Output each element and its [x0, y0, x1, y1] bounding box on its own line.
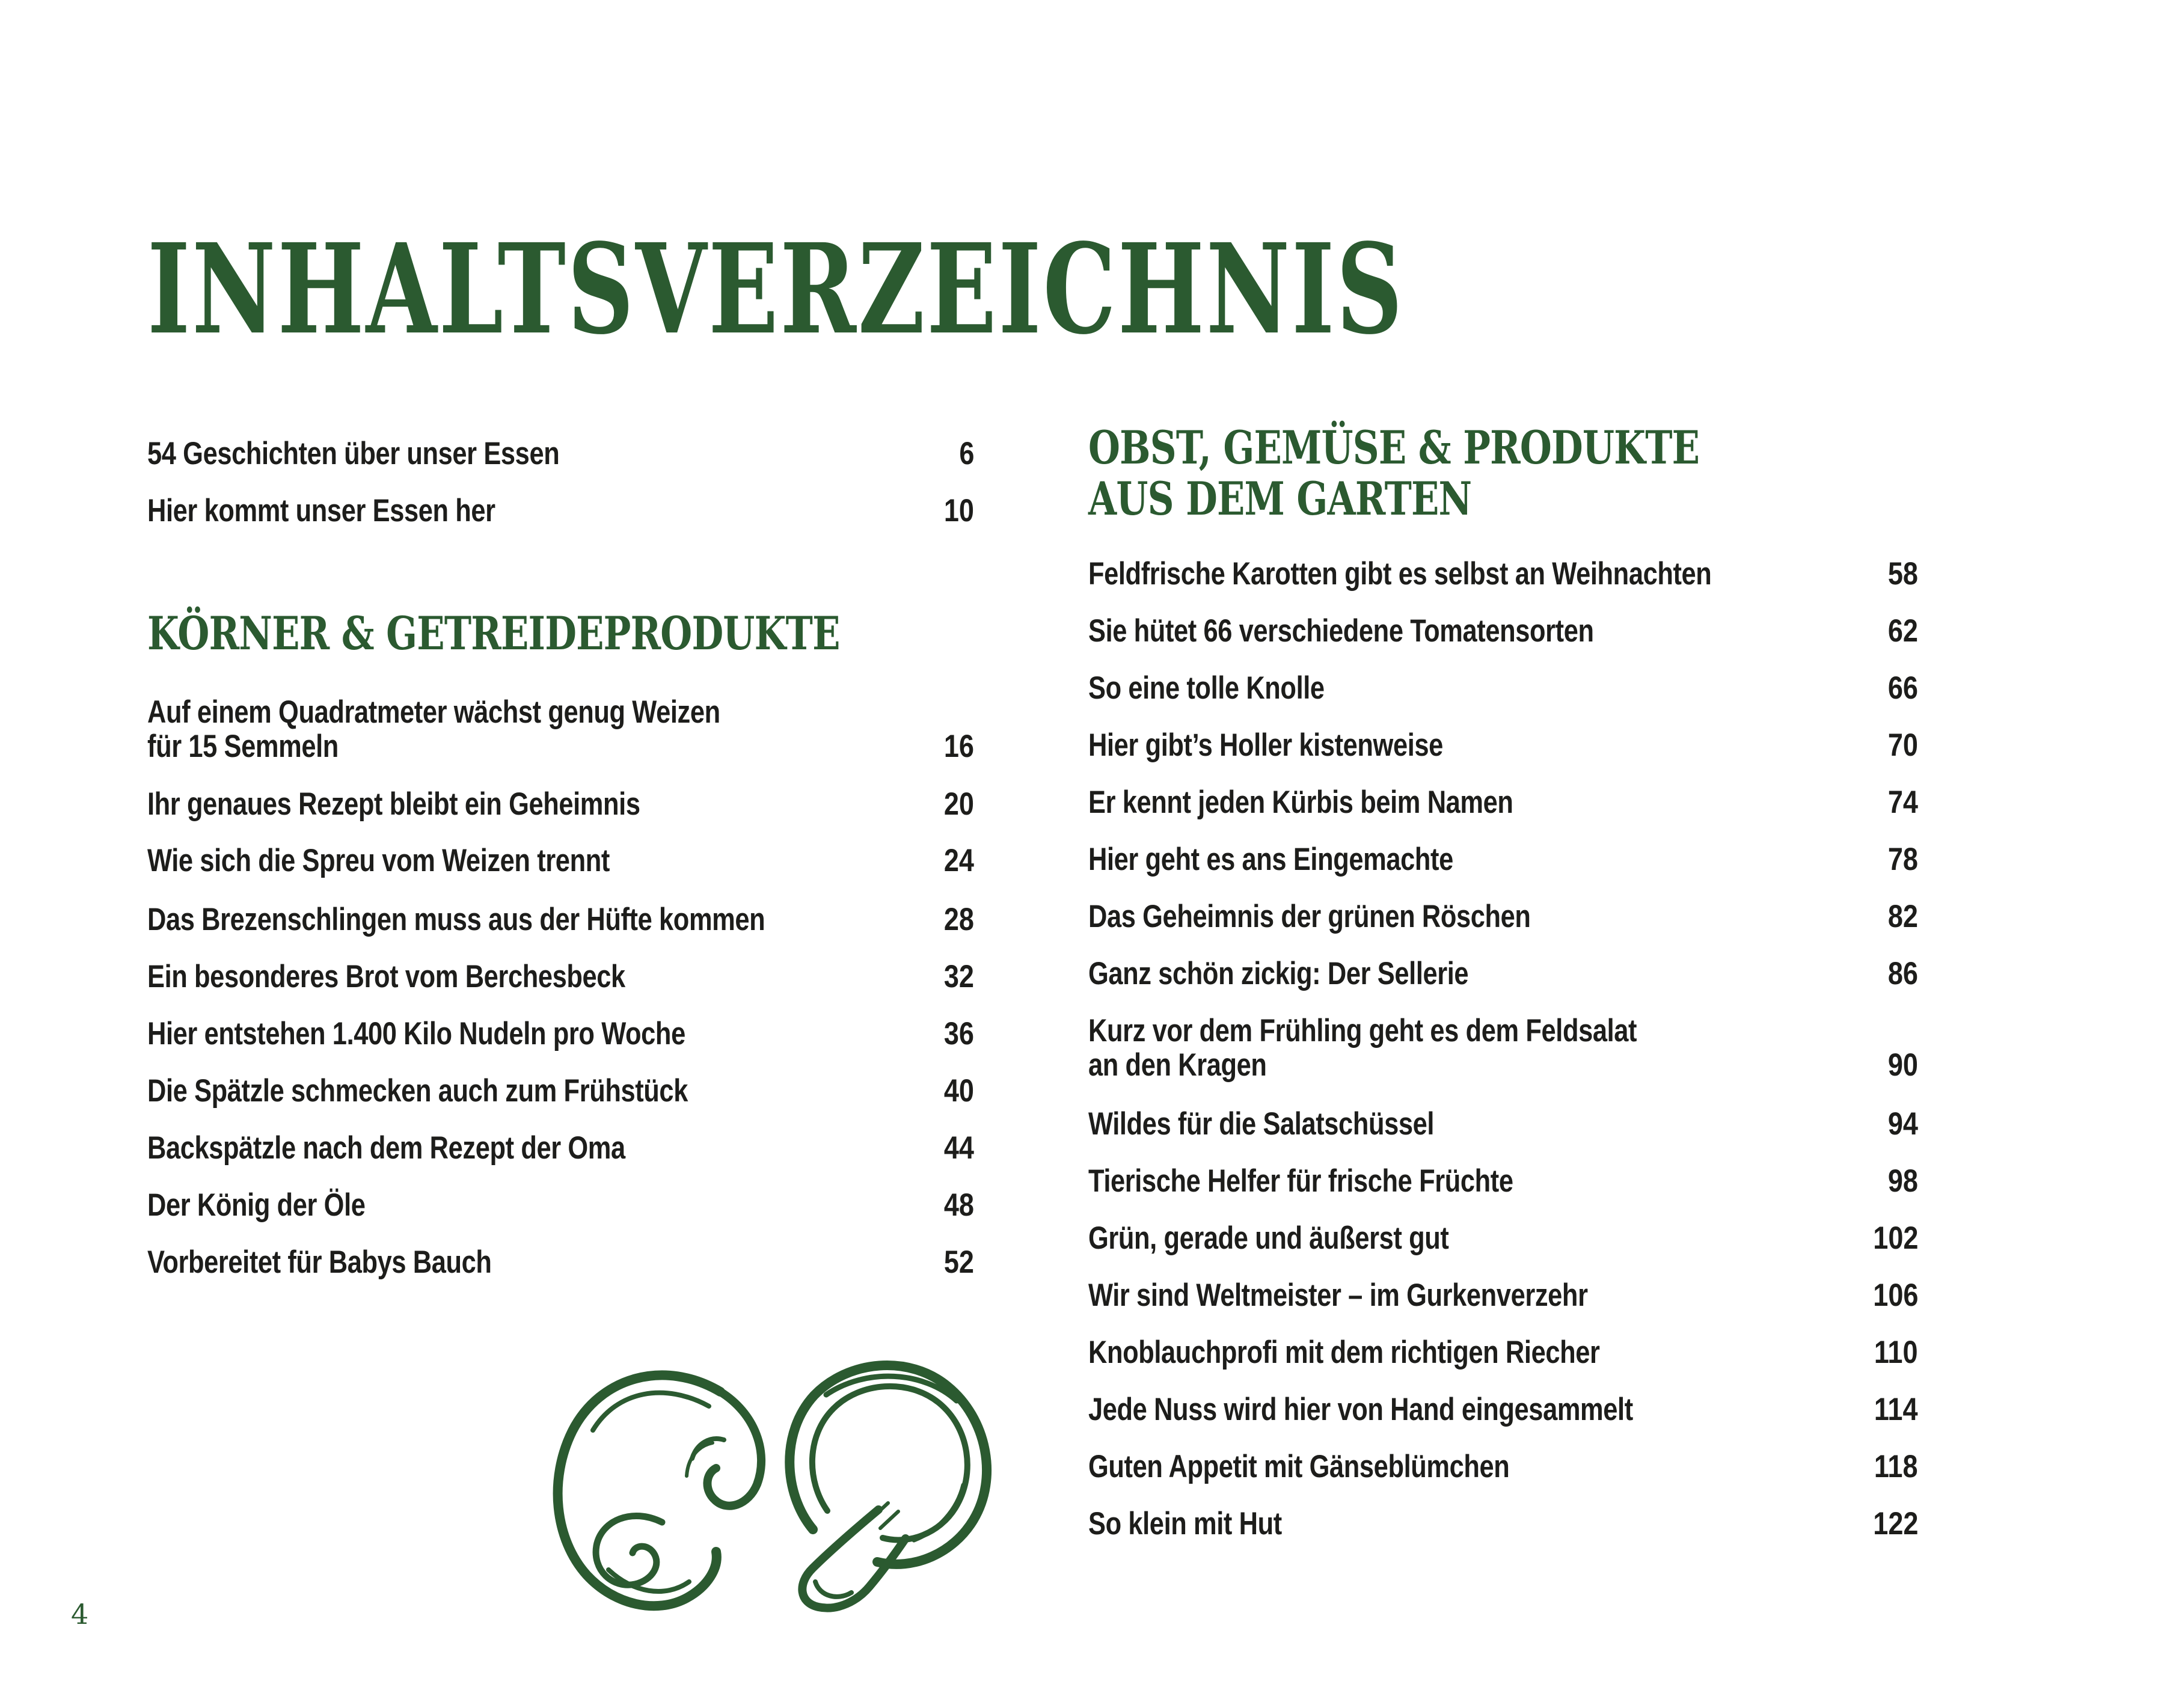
toc-entry [147, 958, 974, 996]
section-heading-obst-gemuese: OBST, GEMÜSE & PRODUKTE AUS DEM GARTEN [1088, 421, 1700, 525]
toc-entry-page: 62 [1887, 613, 1918, 649]
toc-entry-title: Wildes für die Salatschüssel [1088, 1106, 1435, 1142]
toc-entry-title: Hier entstehen 1.400 Kilo Nudeln pro Woche [147, 1016, 685, 1051]
toc-entry [147, 492, 974, 530]
toc-entry [1088, 898, 1918, 936]
toc-entry-page: 82 [1887, 899, 1918, 934]
toc-entry-page: 98 [1887, 1163, 1918, 1199]
toc-entry-title: Jede Nuss wird hier von Hand eingesammelt [1088, 1392, 1633, 1427]
toc-entry-page: 94 [1887, 1106, 1918, 1142]
page-title-text: INHALTSVERZEICHNIS [147, 216, 1405, 363]
toc-entry-title: Das Geheimnis der grünen Röschen [1088, 899, 1531, 934]
toc-entry-title: Feldfrische Karotten gibt es selbst an Weihnachten [1088, 556, 1712, 592]
toc-entry [1088, 783, 1918, 822]
toc-entry-title: Grün, gerade und äußerst gut [1088, 1220, 1449, 1256]
toc-entry-title: So klein mit Hut [1088, 1506, 1282, 1541]
toc-entry [1088, 955, 1918, 993]
toc-entry-page: 86 [1887, 956, 1918, 991]
toc-entry-title: Hier geht es ans Eingemachte [1088, 842, 1453, 877]
toc-entry-page: 44 [943, 1130, 974, 1166]
toc-entry-title: Backspätzle nach dem Rezept der Oma [147, 1130, 625, 1166]
toc-entry-title: Ihr genaues Rezept bleibt ein Geheimnis [147, 786, 640, 822]
toc-entry [147, 1015, 974, 1053]
mushrooms-icon [541, 1330, 1010, 1630]
toc-entry [1088, 1162, 1918, 1201]
toc-entry [147, 695, 974, 764]
section-heading-koerner: KÖRNER & GETREIDEPRODUKTE [147, 607, 840, 660]
toc-entry-page: 52 [943, 1244, 974, 1280]
toc-entry-title: Ein besonderes Brot vom Berchesbeck [147, 959, 625, 994]
toc-right-column [1088, 0, 1918, 1708]
toc-entry-page: 114 [1874, 1392, 1918, 1427]
toc-entry-page: 90 [1887, 1047, 1918, 1083]
toc-entry-page: 6 [958, 436, 974, 471]
toc-entry-page: 48 [943, 1187, 974, 1223]
toc-entry-page: 10 [943, 493, 974, 528]
toc-entry [1088, 1333, 1918, 1372]
toc-entry [1088, 1014, 1918, 1082]
toc-entry-title: Er kennt jeden Kürbis beim Namen [1088, 785, 1513, 820]
toc-entry [1088, 555, 1918, 593]
toc-entry-page: 70 [1887, 727, 1918, 763]
toc-entry-page: 74 [1887, 785, 1918, 820]
toc-entry-title: Wir sind Weltmeister – im Gurkenverzehr [1088, 1278, 1588, 1313]
toc-entry-title: So eine tolle Knolle [1088, 670, 1325, 706]
toc-entry-title: 54 Geschichten über unser Essen [147, 436, 560, 471]
toc-entry-page: 122 [1872, 1506, 1918, 1541]
toc-entry-page: 106 [1872, 1278, 1918, 1313]
toc-entry-page: 118 [1874, 1449, 1918, 1484]
toc-entry [147, 435, 974, 473]
toc-entry [1088, 840, 1918, 879]
toc-entry [1088, 612, 1918, 650]
toc-entry-title: Kurz vor dem Frühling geht es dem Feldsalat an den Kragen [1088, 1013, 1637, 1083]
toc-entry-title: Tierische Helfer für frische Früchte [1088, 1163, 1513, 1199]
toc-entry [147, 785, 974, 824]
toc-entry [147, 1072, 974, 1110]
toc-entry-title: Hier kommt unser Essen her [147, 493, 495, 528]
toc-entry-title: Auf einem Quadratmeter wächst genug Weizen für 15 Semmeln [147, 694, 720, 764]
toc-entry-page: 32 [943, 959, 974, 994]
toc-entry-page: 20 [943, 786, 974, 822]
toc-entry [1088, 1276, 1918, 1315]
toc-entry-page: 102 [1872, 1220, 1918, 1256]
toc-entry-title: Knoblauchprofi mit dem richtigen Riecher [1088, 1335, 1600, 1370]
toc-entry [1088, 1505, 1918, 1543]
toc-entry [147, 842, 974, 880]
toc-entry-page: 78 [1887, 842, 1918, 877]
toc-entry [1088, 1105, 1918, 1143]
toc-entry [147, 1243, 974, 1282]
toc-entry-page: 28 [943, 902, 974, 937]
toc-entry [147, 1129, 974, 1168]
toc-entry [1088, 726, 1918, 765]
toc-entry-title: Das Brezenschlingen muss aus der Hüfte kommen [147, 902, 765, 937]
toc-entry-page: 24 [943, 843, 974, 878]
toc-entry-title: Wie sich die Spreu vom Weizen trennt [147, 843, 610, 878]
toc-entry-page: 36 [943, 1016, 974, 1051]
toc-entry-title: Die Spätzle schmecken auch zum Frühstück [147, 1073, 688, 1109]
toc-entry-page: 16 [943, 729, 974, 764]
toc-entry [1088, 1391, 1918, 1429]
toc-entry-page: 110 [1874, 1335, 1918, 1370]
folio-page-number: 4 [71, 1598, 89, 1630]
toc-entry-title: Ganz schön zickig: Der Sellerie [1088, 956, 1469, 991]
toc-entry-page: 66 [1887, 670, 1918, 706]
toc-entry [147, 901, 974, 939]
toc-entry-title: Vorbereitet für Babys Bauch [147, 1244, 492, 1280]
toc-entry-title: Der König der Öle [147, 1187, 366, 1223]
toc-entry [1088, 1448, 1918, 1486]
toc-entry [1088, 669, 1918, 708]
toc-entry-title: Sie hütet 66 verschiedene Tomatensorten [1088, 613, 1594, 649]
toc-entry [147, 1186, 974, 1225]
toc-entry [1088, 1219, 1918, 1258]
toc-entry-page: 40 [943, 1073, 974, 1109]
toc-entry-page: 58 [1887, 556, 1918, 592]
toc-entry-title: Hier gibt’s Holler kistenweise [1088, 727, 1443, 763]
toc-entry-title: Guten Appetit mit Gänseblümchen [1088, 1449, 1510, 1484]
